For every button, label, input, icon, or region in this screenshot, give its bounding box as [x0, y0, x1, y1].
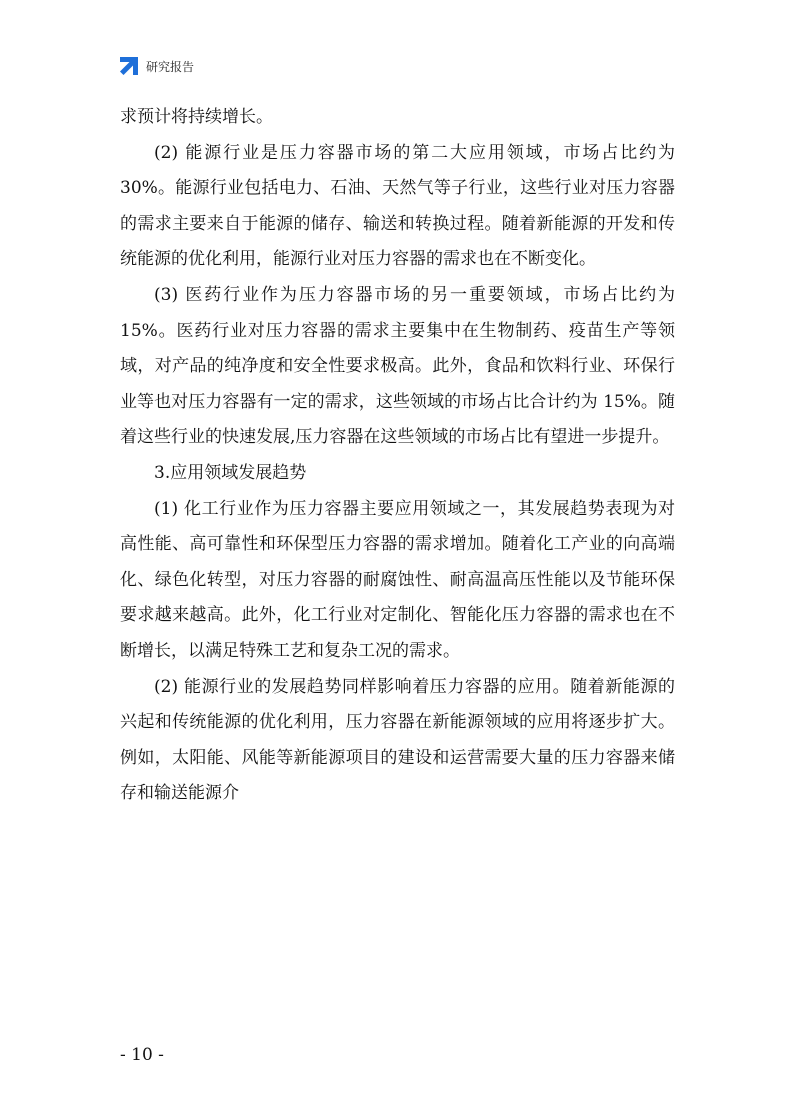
arrow-logo-icon — [118, 55, 140, 77]
section-heading: 3.应用领域发展趋势 — [154, 462, 307, 483]
paragraph-chemical-trend: (1) 化工行业作为压力容器主要应用领域之一，其发展趋势表现为对高性能、高可靠性和环保型压力容器的需求增加。随着化工产业的向高端化、绿色化转型，对压力容器的耐腐蚀性、耐高温高压性能以及节能环保要求越来越高。此外，化工行业对定制化、智能化压力容器的需求也在不断增长，以满足特殊工艺和复杂工况的需求。 — [120, 498, 675, 661]
paragraph-energy-trend: (2) 能源行业的发展趋势同样影响着压力容器的应用。随着新能源的兴起和传统能源的优化利用，压力容器在新能源领域的应用将逐步扩大。例如，太阳能、风能等新能源项目的建设和运营需要大量的压力容器来储存和输送能源介 — [120, 676, 675, 804]
paragraph-continuation: 求预计将持续增长。 — [120, 107, 273, 127]
paragraph-energy-industry: (2) 能源行业是压力容器市场的第二大应用领域，市场占比约为 30%。能源行业包括电力、石油、天然气等子行业，这些行业对压力容器的需求主要来自于能源的储存、输送和转换过程。随着新能源的开发和传统能源的优化利用，能源行业对压力容器的需求也在不断变化。 — [120, 142, 675, 270]
page-number: - 10 - — [120, 1045, 164, 1065]
page-header — [118, 55, 194, 77]
paragraph-pharma-industry: (3) 医药行业作为压力容器市场的另一重要领域，市场占比约为 15%。医药行业对压力容器的需求主要集中在生物制药、疫苗生产等领域，对产品的纯净度和安全性要求极高。此外，食品和饮料行业、环保行业等也对压力容器有一定的需求，这些领域的市场占比合计约为 15%。随着这些行业的快速发展,压力容器在这些领域的市场占比有望进一步提升。 — [120, 284, 675, 448]
header-title: 研究报告 — [146, 59, 195, 74]
document-body — [120, 100, 675, 812]
